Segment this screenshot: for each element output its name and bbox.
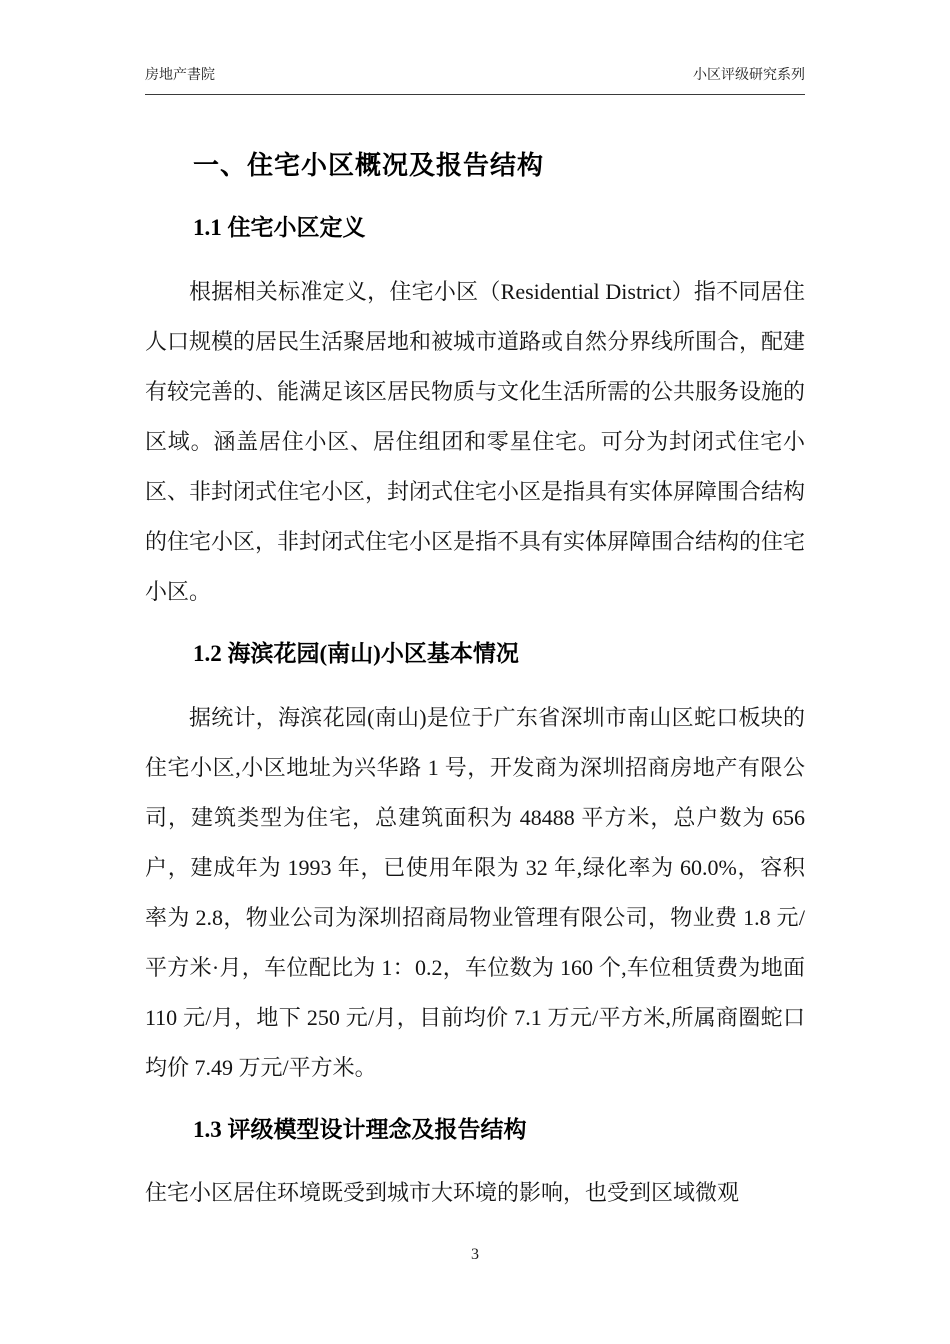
page-header	[145, 64, 805, 95]
header-left-text: 房地产書院	[145, 68, 215, 83]
section-1-1-paragraph: 根据相关标准定义，住宅小区（Residential District）指不同居住人口规模的居民生活聚居地和被城市道路或自然分界线所围合，配建有较完善的、能满足该区居民物质与文化生活所需的公共服务设施的区域。涵盖居住小区、居住组团和零星住宅。可分为封闭式住宅小区、非封闭式住宅小区，封闭式住宅小区是指具有实体屏障围合结构的住宅小区，非封闭式住宅小区是指不具有实体屏障围合结构的住宅小区。	[145, 278, 806, 604]
chapter-title: 一、住宅小区概况及报告结构	[193, 151, 545, 180]
document-body	[145, 135, 805, 1218]
section-1-2-paragraph: 据统计，海滨花园(南山)是位于广东省深圳市南山区蛇口板块的住宅小区,小区地址为兴华路 1 号，开发商为深圳招商房地产有限公司，建筑类型为住宅，总建筑面积为 48488 平方米，总户数为 656 户，建成年为 1993 年，已使用年限为 32 年,绿化率为 60.0%，容积率为 2.8，物业公司为深圳招商局物业管理有限公司，物业费 1.8 元/平方米·月，车位配比为 1：0.2，车位数为 160 个,车位租赁费为地面 110 元/月，地下 250 元/月，目前均价 7.1 万元/平方米,所属商圈蛇口均价 7.49 万元/平方米。	[145, 704, 805, 1080]
section-1-2-title: 1.2 海滨花园(南山)小区基本情况	[193, 640, 519, 666]
section-1-3-paragraph: 住宅小区居住环境既受到城市大环境的影响，也受到区域微观	[145, 1180, 740, 1206]
section-1-3-title: 1.3 评级模型设计理念及报告结构	[193, 1116, 527, 1142]
header-right-text: 小区评级研究系列	[693, 68, 805, 83]
page-number: 3	[471, 1246, 479, 1263]
page-footer	[0, 1246, 950, 1264]
section-1-1-title: 1.1 住宅小区定义	[193, 214, 366, 240]
